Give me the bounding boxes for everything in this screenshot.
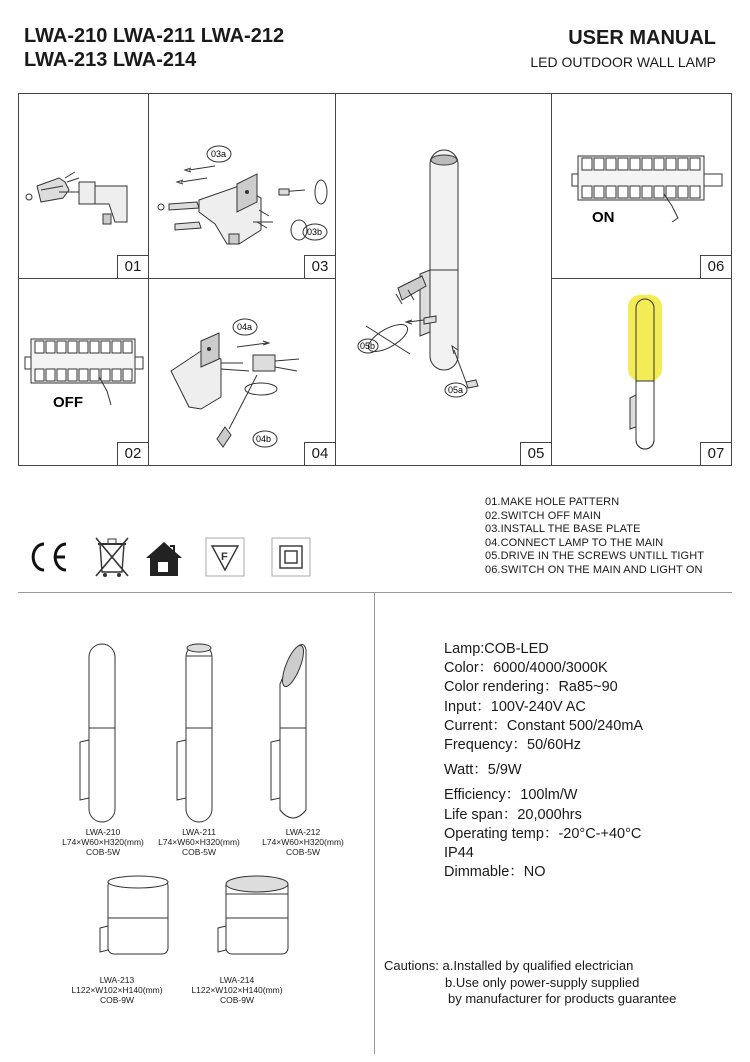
product-size: L74×W60×H320(mm) bbox=[262, 837, 344, 847]
spec-item: Color rendering：Ra85~90 bbox=[444, 679, 618, 696]
model-list-line-2: LWA-213 LWA-214 bbox=[24, 49, 197, 71]
product-label-lwa-214 bbox=[182, 975, 292, 1005]
product-power: COB-9W bbox=[100, 995, 134, 1005]
product-label-lwa-213 bbox=[62, 975, 172, 1005]
caution-line: by manufacturer for products guarantee bbox=[448, 991, 677, 1006]
panel-04-number: 04 bbox=[304, 442, 335, 465]
section-divider-horizontal bbox=[18, 592, 732, 593]
weee-bin-icon bbox=[96, 538, 128, 577]
wiring-illustration bbox=[149, 279, 335, 465]
svg-text:F: F bbox=[221, 551, 228, 563]
class-ii-icon bbox=[272, 538, 310, 576]
callout-05b: 05b bbox=[360, 341, 376, 351]
panel-07 bbox=[551, 278, 732, 466]
ce-mark-icon bbox=[33, 544, 66, 570]
switch-state-off: OFF bbox=[53, 394, 83, 411]
product-size: L74×W60×H320(mm) bbox=[62, 837, 144, 847]
product-model: LWA-210 bbox=[85, 827, 121, 837]
step-item: 05.DRIVE IN THE SCREWS UNTILL TIGHT bbox=[485, 550, 705, 563]
callout-04b: 04b bbox=[256, 434, 272, 444]
product-drawings bbox=[60, 630, 360, 960]
certification-marks bbox=[20, 532, 340, 582]
spec-item: Current：Constant 500/240mA bbox=[444, 717, 644, 734]
product-label-lwa-210 bbox=[48, 827, 158, 857]
panel-05-number: 05 bbox=[520, 442, 551, 465]
product-model: LWA-213 bbox=[99, 975, 135, 985]
product-lwa-212-drawing bbox=[271, 643, 308, 818]
product-lwa-213-drawing bbox=[100, 876, 168, 960]
product-power: COB-9W bbox=[220, 995, 254, 1005]
callout-03a: 03a bbox=[211, 149, 227, 159]
step-item: 02.SWITCH OFF MAIN bbox=[485, 509, 602, 522]
switch-state-on: ON bbox=[592, 209, 615, 226]
product-model: LWA-214 bbox=[219, 975, 255, 985]
product-power: COB-5W bbox=[182, 847, 216, 857]
product-lwa-211-drawing bbox=[177, 644, 212, 822]
spec-item: Lamp:COB-LED bbox=[444, 641, 549, 657]
product-label-lwa-212 bbox=[248, 827, 358, 857]
spec-item: Dimmable：NO bbox=[444, 864, 546, 881]
step-item: 04.CONNECT LAMP TO THE MAIN bbox=[485, 536, 664, 549]
indoor-outdoor-icon bbox=[146, 542, 182, 576]
document-title-block bbox=[530, 26, 716, 72]
product-model: LWA-211 bbox=[182, 827, 216, 837]
document-title: USER MANUAL bbox=[568, 27, 716, 49]
model-list-line-1: LWA-210 LWA-211 LWA-212 bbox=[24, 25, 285, 47]
caution-line: Cautions: a.Installed by qualified electrician bbox=[384, 958, 634, 973]
panel-05 bbox=[335, 93, 552, 466]
panel-02-number: 02 bbox=[117, 442, 148, 465]
base-plate-illustration bbox=[149, 94, 335, 278]
spec-item: Input：100V-240V AC bbox=[444, 698, 586, 715]
section-divider-vertical bbox=[374, 592, 375, 1054]
f-mark-icon bbox=[206, 538, 244, 576]
spec-item: Operating temp：-20°C-+40°C bbox=[444, 825, 642, 842]
specifications bbox=[444, 640, 643, 882]
cautions bbox=[384, 958, 676, 1008]
spec-item: Efficiency：100lm/W bbox=[444, 787, 578, 804]
panel-02 bbox=[18, 278, 149, 466]
panel-04 bbox=[148, 278, 336, 466]
installation-steps bbox=[485, 496, 704, 578]
panel-01-number: 01 bbox=[117, 255, 148, 278]
panel-07-number: 07 bbox=[700, 442, 731, 465]
switch-on-illustration bbox=[552, 94, 731, 278]
panel-06-number: 06 bbox=[700, 255, 731, 278]
panel-06 bbox=[551, 93, 732, 279]
model-list bbox=[24, 24, 284, 72]
step-item: 03.INSTALL THE BASE PLATE bbox=[485, 523, 641, 536]
product-power: COB-5W bbox=[86, 847, 120, 857]
spec-item: Frequency：50/60Hz bbox=[444, 736, 582, 753]
spec-item: Watt：5/9W bbox=[444, 762, 522, 779]
panel-03-number: 03 bbox=[304, 255, 335, 278]
switch-off-illustration bbox=[19, 279, 148, 465]
callout-05a: 05a bbox=[448, 385, 464, 395]
product-lwa-214-drawing bbox=[218, 876, 288, 954]
product-size: L122×W102×H140(mm) bbox=[71, 985, 163, 995]
document-subtitle: LED OUTDOOR WALL LAMP bbox=[530, 54, 716, 70]
product-power: COB-5W bbox=[286, 847, 320, 857]
installation-grid bbox=[18, 93, 732, 466]
caution-line: b.Use only power-supply supplied bbox=[445, 974, 640, 990]
product-label-lwa-211 bbox=[144, 827, 254, 857]
product-lwa-210-drawing bbox=[80, 644, 115, 822]
panel-03 bbox=[148, 93, 336, 279]
lamp-on-illustration bbox=[552, 279, 731, 465]
product-size: L74×W60×H320(mm) bbox=[158, 837, 240, 847]
mounting-illustration bbox=[336, 94, 551, 465]
callout-04a: 04a bbox=[237, 322, 253, 332]
spec-item: Color：6000/4000/3000K bbox=[444, 660, 608, 677]
product-size: L122×W102×H140(mm) bbox=[191, 985, 283, 995]
light-glow bbox=[628, 295, 662, 381]
callout-03b: 03b bbox=[307, 227, 323, 237]
step-item: 06.SWITCH ON THE MAIN AND LIGHT ON bbox=[485, 563, 703, 576]
spec-item: IP44 bbox=[444, 844, 474, 861]
product-model: LWA-212 bbox=[285, 827, 321, 837]
step-item: 01.MAKE HOLE PATTERN bbox=[485, 496, 620, 508]
panel-01 bbox=[18, 93, 149, 279]
drill-illustration bbox=[19, 94, 148, 278]
spec-item: Life span：20,000hrs bbox=[444, 806, 582, 823]
